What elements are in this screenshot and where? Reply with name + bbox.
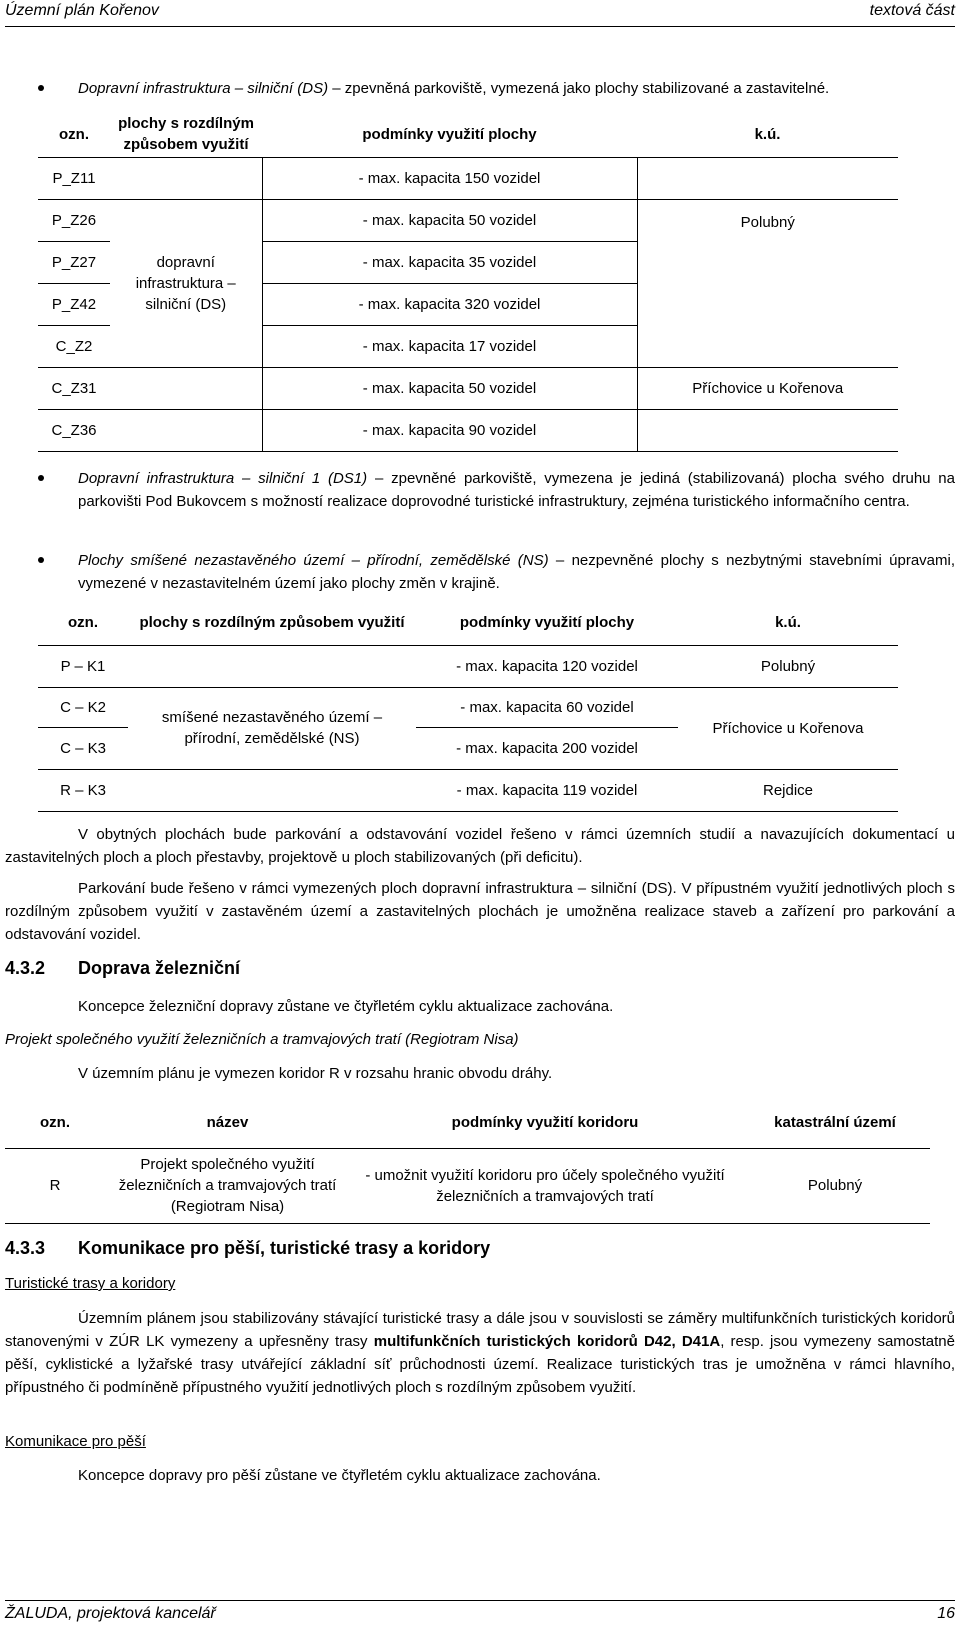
ku-prichovice: Příchovice u Kořenova [678,687,898,769]
bullet-dot [38,557,44,563]
page-header [5,0,955,27]
corridor-table [5,1098,930,1224]
col-header-area: plochy s rozdílným způsobem využití [110,112,262,157]
col-header-ku: k.ú. [637,112,898,157]
col-header-area: plochy s rozdílným způsobem využití [128,600,416,645]
bullet-dot [38,85,44,91]
area-cell: smíšené nezastavěného území – přírodní, zemědělské (NS) [128,687,416,769]
subheading-tourist-routes: Turistické trasy a koridory [5,1275,176,1292]
pedestrian-concept-line: Koncepce dopravy pro pěší zůstane ve čtyřletém cyklu aktualizace zachována. [78,1467,601,1484]
table-row: P – K1 - max. kapacita 120 vozidel Polubný [38,645,898,687]
page-footer [5,1600,955,1627]
table-row: R Projekt společného využití železničních a tramvajových tratí (Regiotram Nisa) - umožnit využití koridoru pro účely společného využití železničních a tramvajových tratí Polubný [5,1148,930,1223]
header-title: Územní plán Kořenov [5,2,159,19]
regiotram-heading: Projekt společného využití železničních a tramvajových tratí (Regiotram Nisa) [5,1031,519,1048]
col-header-conditions: podmínky využití plochy [416,600,678,645]
table-row: P_Z27 - max. kapacita 35 vozidel [38,241,898,283]
page-number: 16 [937,1605,955,1622]
col-header-ozn: ozn. [38,600,128,645]
corridor-line: V územním plánu je vymezen koridor R v rozsahu hranic obvodu dráhy. [78,1065,553,1082]
table-row: P_Z26 dopravní infrastruktura – silniční (DS) - max. kapacita 50 vozidel Polubný [38,199,898,241]
table-row: C – K3 - max. kapacita 200 vozidel [38,727,898,769]
col-header-name: název [105,1098,350,1148]
paragraph-residential-parking: V obytných plochách bude parkování a odstavování vozidel řešeno v rámci územních studií a navazujících dokumentací u zastavitelných ploch a ploch přestavby, projektově u ploch stabilizovaných (při deficitu). [5,826,955,866]
paragraph-parking-ds: Parkování bude řešeno v rámci vymezených ploch dopravní infrastruktura – silniční (DS). V přípustném využití jednotlivých ploch s rozdílným způsobem využití v zastavěném území a zastavitelných plochách je umožněna realizace staveb a zařízení pro parkování a odstavování vozidel. [5,880,955,943]
col-header-conditions: podmínky využití koridoru [350,1098,740,1148]
section-heading-pedestrian: 4.3.3 Komunikace pro pěší, turistické trasy a koridory [5,1238,491,1258]
ku-polubny: Polubný [637,199,898,367]
col-header-ku: katastrální území [740,1098,930,1148]
table-row: C_Z31 - max. kapacita 50 vozidel Příchovice u Kořenova [38,367,898,409]
area-cell: dopravní infrastruktura – silniční (DS) [110,199,262,367]
subheading-pedestrian: Komunikace pro pěší [5,1433,146,1450]
col-header-ku: k.ú. [678,600,898,645]
table-row: C_Z36 - max. kapacita 90 vozidel [38,409,898,451]
col-header-ozn: ozn. [5,1098,105,1148]
col-header-conditions: podmínky využití plochy [262,112,637,157]
parking-table-ds [38,112,898,452]
ku-prichovice: Příchovice u Kořenova [637,367,898,409]
paragraph-tourist-routes: Územním plánem jsou stabilizovány stávající turistické trasy a dále jsou v souvislosti se záměry multifunkčních turistických koridorů stanovenými v ZÚR LK vymezeny a upřesněny trasy multifunkčních turistických koridorů D42, D41A, resp. jsou vymezeny samostatně pěší, cyklistické a lyžařské trasy utvářející základní síť průchodnosti území. Realizace turistických tras je umožněna v rámci hlavního, přípustného či podmíněně přípustného využití jednotlivých ploch s rozdílným způsobem využití. [5,1310,955,1396]
col-header-ozn: ozn. [38,112,110,157]
table-row: R – K3 - max. kapacita 119 vozidel Rejdice [38,769,898,811]
footer-company: ŽALUDA, projektová kancelář [5,1605,216,1622]
bullet-dot [38,475,44,481]
table-row: C_Z2 - max. kapacita 17 vozidel [38,325,898,367]
table-row: C – K2 smíšené nezastavěného území – přírodní, zemědělské (NS) - max. kapacita 60 vozidel Příchovice u Kořenova [38,687,898,727]
table-row: P_Z11 - max. kapacita 150 vozidel [38,157,898,199]
section-heading-rail: 4.3.2 Doprava železniční [5,958,241,978]
header-section: textová část [869,2,955,19]
table-row: P_Z42 - max. kapacita 320 vozidel [38,283,898,325]
bullet-3: Plochy smíšené nezastavěného území – přírodní, zemědělské (NS) – nezpevněné plochy s nezbytnými stavebními úpravami, vymezené v nezastavitelném území jako plochy změn v krajině. [78,552,955,592]
parking-table-ns [38,600,898,812]
bullet-1: Dopravní infrastruktura – silniční (DS) – zpevněná parkoviště, vymezená jako plochy stabilizované a zastavitelné. [78,80,830,97]
rail-concept-line: Koncepce železniční dopravy zůstane ve čtyřletém cyklu aktualizace zachována. [78,998,614,1015]
bullet-2: Dopravní infrastruktura – silniční 1 (DS1) – zpevněné parkoviště, vymezena je jediná (stabilizovaná) plocha svého druhu na parkovišti Pod Bukovcem s možností realizace doprovodné turistické infrastruktury, zejména turistického informačního centra. [78,470,955,510]
